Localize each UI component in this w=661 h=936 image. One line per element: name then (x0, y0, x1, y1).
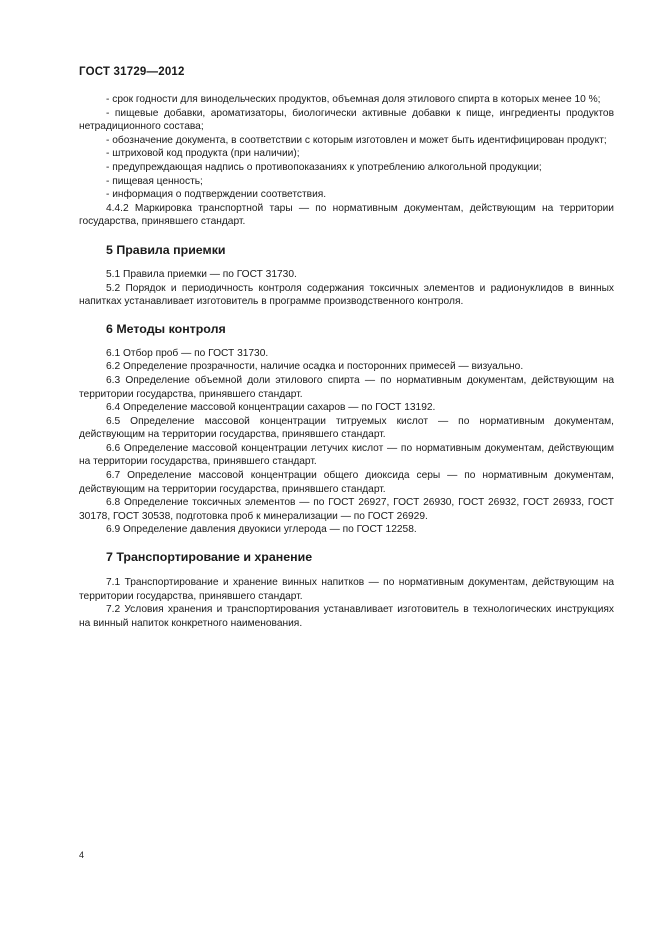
clause-6-9: 6.9 Определение давления двуокиси углерода — по ГОСТ 12258. (106, 524, 417, 536)
list-item: - информация о подтверждении соответствия. (106, 189, 327, 201)
clause-5-1: 5.1 Правила приемки — по ГОСТ 31730. (106, 268, 297, 280)
clause-6-3: 6.3 Определение объемной доли этилового спирта — по нормативным документам, действующим на территории государства, принявшего стандарт. (79, 374, 614, 400)
list-item: - штриховой код продукта (при наличии); (106, 148, 300, 160)
section-6-heading: 6 Методы контроля (106, 321, 226, 336)
clause-6-8: 6.8 Определение токсичных элементов — по ГОСТ 26927, ГОСТ 26930, ГОСТ 26932, ГОСТ 26933, ГОСТ 30178, ГОСТ 30538, подготовка проб к минерализации — по ГОСТ 26929. (79, 497, 614, 522)
list-item: - пищевые добавки, ароматизаторы, биологически активные добавки к пище, ингредиенты продуктов нетрадиционного состава; (79, 107, 614, 133)
list-item: - срок годности для винодельческих продуктов, объемная доля этилового спирта в которых менее 10 %; (106, 94, 601, 105)
clause-7-2: 7.2 Условия хранения и транспортирования устанавливает изготовитель в технологических инструкциях на винный напиток конкретного наименования. (79, 604, 614, 629)
clause-6-7: 6.7 Определение массовой концентрации общего диоксида серы — по нормативным документам, действующим на территории государства, принявшего стандарт. (79, 470, 614, 495)
document-body (79, 93, 614, 630)
clause-6-4: 6.4 Определение массовой концентрации сахаров — по ГОСТ 13192. (106, 402, 436, 414)
clause-6-1: 6.1 Отбор проб — по ГОСТ 31730. (106, 347, 269, 359)
clause-6-5: 6.5 Определение массовой концентрации титруемых кислот — по нормативным документам, действующим на территории государства, принявшего стандарт. (79, 415, 614, 441)
section-5-heading: 5 Правила приемки (106, 242, 226, 257)
clause-7-1: 7.1 Транспортирование и хранение винных напитков — по нормативным документам, действующим на территории государства, принявшего стандарт. (79, 577, 614, 602)
list-item: - обозначение документа, в соответствии с которым изготовлен и может быть идентифицирован продукт; (106, 134, 607, 146)
clause-5-2: 5.2 Порядок и периодичность контроля содержания токсичных элементов и радионуклидов в винных напитках устанавливает изготовитель в программе производственного контроля. (79, 282, 614, 308)
list-item: - предупреждающая надпись о противопоказаниях к употреблению алкогольной продукции; (106, 161, 542, 173)
clause-6-6: 6.6 Определение массовой концентрации летучих кислот — по нормативным документам, действующим на территории государства, принявшего стандарт. (79, 442, 614, 468)
clause-6-2: 6.2 Определение прозрачности, наличие осадка и посторонних примесей — визуально. (106, 361, 524, 373)
clause-4-4-2: 4.4.2 Маркировка транспортной тары — по нормативным документам, действующим на территории государства, принявшего стандарт. (79, 202, 614, 228)
section-7-heading: 7 Транспортирование и хранение (106, 550, 313, 565)
page-number: 4 (79, 850, 85, 860)
list-item: - пищевая ценность; (106, 175, 203, 187)
document-header: ГОСТ 31729—2012 (79, 66, 185, 78)
